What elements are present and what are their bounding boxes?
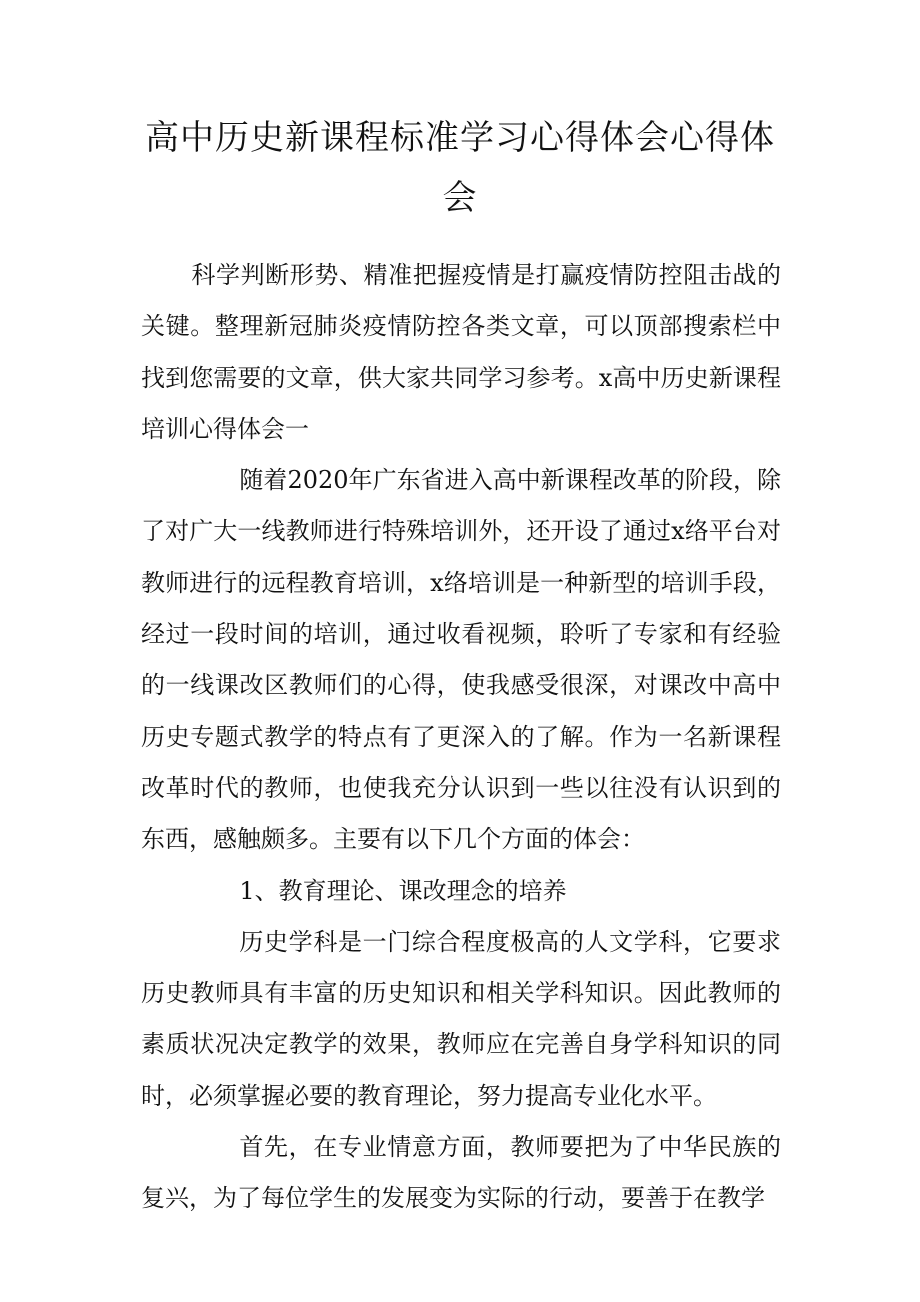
body-paragraph: 首先，在专业情意方面，教师要把为了中华民族的复兴，为了每位学生的发展变为实际的行动，要善于在教学	[141, 1133, 781, 1213]
body-paragraph: 历史学科是一门综合程度极高的人文学科，它要求历史教师具有丰富的历史知识和相关学科知识。因此教师的素质状况决定教学的效果，教师应在完善自身学科知识的同时，必须掌握必要的教育理论，努力提高专业化水平。	[141, 927, 781, 1110]
body-paragraph: 随着2020年广东省进入高中新课程改革的阶段，除了对广大一线教师进行特殊培训外，还开设了通过x络平台对教师进行的远程教育培训，x络培训是一种新型的培训手段，经过一段时间的培训，通过收看视频，聆听了专家和有经验的一线课改区教师们的心得，使我感受很深，对课改中高中历史专题式教学的特点有了更深入的了解。作为一名新课程改革时代的教师，也使我充分认识到一些以往没有认识到的东西，感触颇多。主要有以下几个方面的体会：	[141, 466, 781, 854]
section-heading: 1、教育理论、课改理念的培养	[239, 876, 567, 905]
intro-paragraph: 科学判断形势、精准把握疫情是打赢疫情防控阻击战的关键。整理新冠肺炎疫情防控各类文章，可以顶部搜索栏中找到您需要的文章，供大家共同学习参考。x高中历史新课程培训心得体会一	[141, 261, 781, 443]
document-body	[141, 250, 781, 1225]
document-title: 高中历史新课程标准学习心得体会心得体会	[145, 118, 775, 218]
